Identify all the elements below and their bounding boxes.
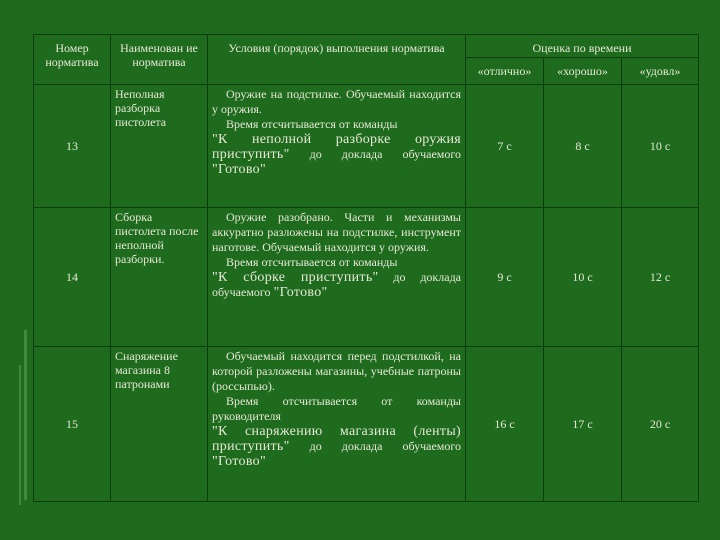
ready-text: "Готово" (212, 454, 266, 469)
command-text: "К неполной разборке оружия приступить" (212, 132, 461, 162)
row-number: 13 (34, 85, 111, 208)
score-good: 8 с (544, 85, 622, 208)
conditions-text: Обучаемый находится перед подстилкой, на которой разложены магазины, учебные патроны (россыпью). (212, 349, 461, 393)
ready-text: "Готово" (212, 162, 266, 177)
header-name: Наименован ие норматива (111, 35, 208, 85)
score-good: 17 с (544, 347, 622, 502)
conditions-text: Время отсчитывается от команды руководителя (212, 394, 461, 423)
row-name: Неполная разборка пистолета (111, 85, 208, 208)
standards-table (33, 34, 699, 502)
header-grade-excellent: «отлично» (466, 58, 544, 85)
conditions-text: до доклада обучаемого (309, 439, 462, 453)
row-conditions (208, 85, 466, 208)
score-excellent: 16 с (466, 347, 544, 502)
conditions-text: Оружие на подстилке. Обучаемый находится у оружия. (212, 87, 461, 116)
header-number: Номер норматива (34, 35, 111, 85)
row-conditions (208, 208, 466, 347)
table-row (34, 208, 699, 347)
conditions-text: Время отсчитывается от команды (226, 117, 398, 131)
row-number: 14 (34, 208, 111, 347)
header-rating: Оценка по времени (466, 35, 699, 58)
conditions-text: Оружие разобрано. Части и механизмы аккуратно разложены на подстилке, инструмент наготове. Обучаемый находится у оружия. (212, 210, 461, 254)
row-name: Снаряжение магазина 8 патронами (111, 347, 208, 502)
decorative-line (19, 365, 21, 505)
header-grade-good: «хорошо» (544, 58, 622, 85)
command-text: "К снаряжению магазина (ленты) приступить" (212, 424, 461, 454)
row-number: 15 (34, 347, 111, 502)
table-header-row (34, 35, 699, 58)
header-grade-satisfactory: «удовл» (622, 58, 699, 85)
conditions-text: до доклада обучаемого (309, 147, 462, 161)
row-conditions (208, 347, 466, 502)
conditions-text: до доклада обучаемого (212, 270, 461, 299)
score-satisfactory: 10 с (622, 85, 699, 208)
row-name: Сборка пистолета после неполной разборки. (111, 208, 208, 347)
conditions-text: Время отсчитывается от команды (226, 255, 398, 269)
score-good: 10 с (544, 208, 622, 347)
score-excellent: 9 с (466, 208, 544, 347)
command-text: "К сборке приступить" (212, 270, 379, 285)
score-excellent: 7 с (466, 85, 544, 208)
ready-text: "Готово" (273, 285, 328, 300)
table-row (34, 85, 699, 208)
score-satisfactory: 12 с (622, 208, 699, 347)
score-satisfactory: 20 с (622, 347, 699, 502)
header-conditions: Условия (порядок) выполнения норматива (208, 35, 466, 85)
table-row (34, 347, 699, 502)
decorative-line (24, 330, 27, 500)
